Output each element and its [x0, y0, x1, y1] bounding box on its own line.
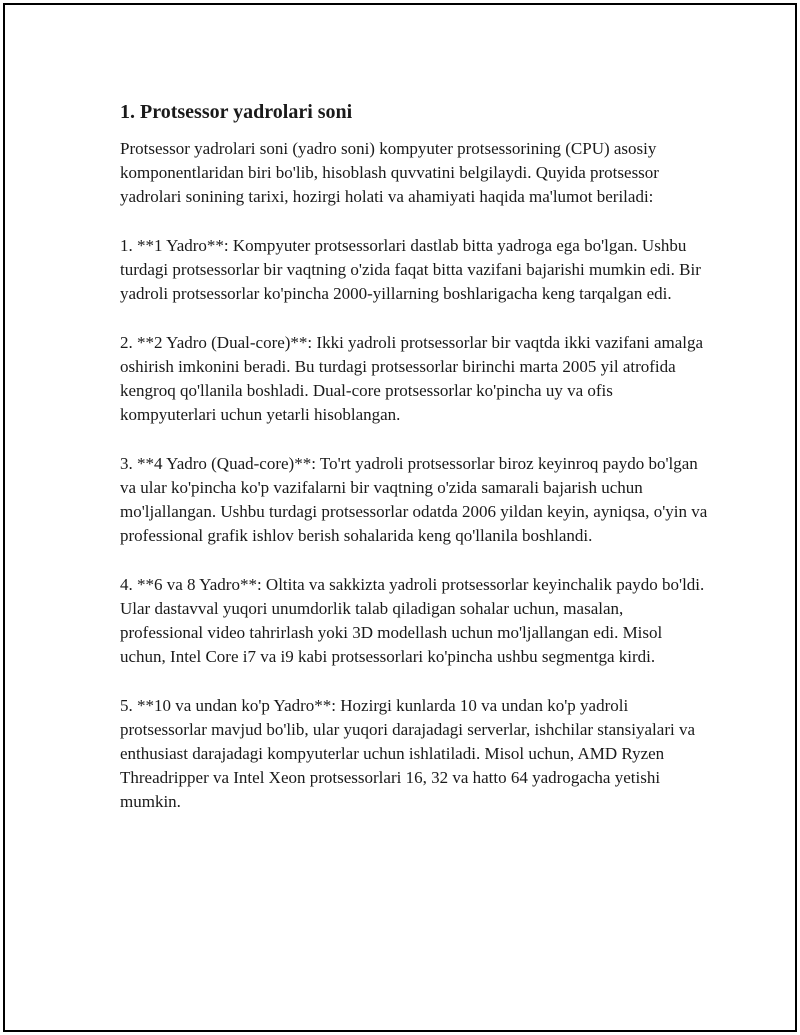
section-heading: 1. Protsessor yadrolari soni — [120, 101, 353, 123]
list-item-6-8-core: 4. **6 va 8 Yadro**: Oltita va sakkizta yadroli protsessorlar keyinchalik paydo bo'ldi. Ular dastavval yuqori unumdorlik talab qiladigan sohalar uchun, masalan, professional video tahrirlash yoki 3D modellash uchun mo'ljallangan edi. Misol uchun, Intel Core i7 va i9 kabi protsessorlari ko'pincha ushbu segmentga kirdi. — [120, 574, 705, 667]
page-border — [3, 3, 797, 1032]
list-item-2-core: 2. **2 Yadro (Dual-core)**: Ikki yadroli protsessorlar bir vaqtda ikki vazifani amalga oshirish imkonini beradi. Bu turdagi protsessorlar birinchi marta 2005 yil atrofida kengroq qo'llanila boshladi. Dual-core protsessorlar ko'pincha uy va ofis kompyuterlari uchun yetarli hisoblangan. — [120, 332, 704, 425]
intro-paragraph: Protsessor yadrolari soni (yadro soni) kompyuter protsessorining (CPU) asosiy komponentlaridan biri bo'lib, hisoblash quvvatini belgilaydi. Quyida protsessor yadrolari sonining tarixi, hozirgi holati va ahamiyati haqida ma'lumot beriladi: — [120, 139, 659, 207]
list-item-10-plus-core: 5. **10 va undan ko'p Yadro**: Hozirgi kunlarda 10 va undan ko'p yadroli protsessorlar mavjud bo'lib, ular yuqori darajadagi serverlar, ishchilar stansiyalari va enthusiast darajadagi kompyuterlar uchun ishlatiladi. Misol uchun, AMD Ryzen Threadripper va Intel Xeon protsessorlari 16, 32 va hatto 64 yadrogacha yetishi mumkin. — [120, 695, 696, 812]
document-body — [120, 99, 710, 839]
list-item-1-core: 1. **1 Yadro**: Kompyuter protsessorlari dastlab bitta yadroga ega bo'lgan. Ushbu turdagi protsessorlar bir vaqtning o'zida faqat bitta vazifani bajarishi mumkin edi. Bir yadroli protsessorlar ko'pincha 2000-yillarning boshlarigacha keng tarqalgan edi. — [120, 235, 701, 304]
list-item-4-core: 3. **4 Yadro (Quad-core)**: To'rt yadroli protsessorlar biroz keyinroq paydo bo'lgan va ular ko'pincha ko'p vazifalarni bir vaqtning o'zida samarali bajarish uchun mo'ljallangan. Ushbu turdagi protsessorlar odatda 2006 yildan keyin, ayniqsa, o'yin va professional grafik ishlov berish sohalarida keng qo'llanila boshlandi. — [120, 453, 708, 546]
